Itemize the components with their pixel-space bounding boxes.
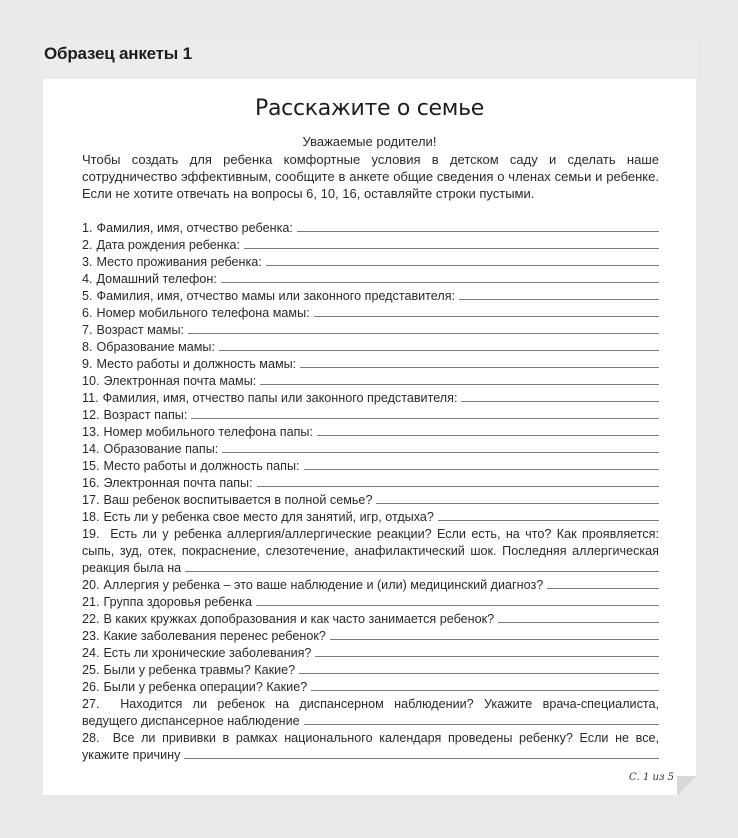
question-label: Номер мобильного телефона мамы:	[96, 306, 310, 320]
question-number: 7.	[82, 323, 93, 337]
answer-line-1[interactable]	[297, 220, 659, 232]
answer-line-23[interactable]	[330, 628, 659, 640]
question-label: Место проживания ребенка:	[96, 255, 262, 269]
question-label: Электронная почта папы:	[103, 476, 253, 490]
question-11	[82, 390, 659, 407]
answer-line-4[interactable]	[221, 271, 659, 283]
answer-line-3[interactable]	[266, 254, 659, 266]
answer-line-27[interactable]	[304, 713, 659, 725]
answer-line-15[interactable]	[304, 458, 659, 470]
question-27	[82, 696, 659, 730]
question-2	[82, 237, 659, 254]
question-number: 11.	[82, 391, 99, 405]
answer-line-18[interactable]	[438, 509, 659, 521]
question-label: Были у ребенка операции? Какие?	[103, 680, 308, 694]
question-label: Ваш ребенок воспитывается в полной семье?	[103, 493, 373, 507]
document-title: Расскажите о семье	[255, 96, 484, 121]
question-18	[82, 509, 659, 526]
answer-line-2[interactable]	[244, 237, 659, 249]
question-14	[82, 441, 659, 458]
question-number: 12.	[82, 408, 100, 422]
answer-line-9[interactable]	[300, 356, 659, 368]
question-label: Есть ли у ребенка свое место для занятий, игр, отдыха?	[103, 510, 434, 524]
question-number: 4.	[82, 272, 93, 286]
question-label: реакция была на	[82, 561, 182, 575]
question-number: 2.	[82, 238, 93, 252]
section-header	[40, 40, 697, 79]
answer-line-17[interactable]	[376, 492, 659, 504]
question-number: 19.	[82, 527, 100, 541]
question-lead	[82, 696, 659, 713]
question-label: Дата рождения ребенка:	[96, 238, 241, 252]
question-label: Место работы и должность мамы:	[96, 357, 297, 371]
answer-line-6[interactable]	[314, 305, 659, 317]
folded-corner	[677, 776, 697, 796]
question-label: укажите причину	[82, 748, 181, 762]
answer-line-13[interactable]	[317, 424, 659, 436]
question-label: Домашний телефон:	[96, 272, 217, 286]
question-number: 27.	[82, 697, 100, 711]
question-number: 23.	[82, 629, 100, 643]
question-number: 22.	[82, 612, 100, 626]
question-label: Возраст мамы:	[96, 323, 184, 337]
question-25	[82, 662, 659, 679]
question-label: Образование папы:	[103, 442, 219, 456]
question-label: Фамилия, имя, отчество ребенка:	[96, 221, 293, 235]
question-number: 15.	[82, 459, 100, 473]
question-20	[82, 577, 659, 594]
answer-line-8[interactable]	[219, 339, 659, 351]
question-number: 24.	[82, 646, 100, 660]
question-text: Все ли прививки в рамках национального календаря проведены ребенку? Если не все,	[112, 731, 659, 745]
question-lead	[82, 526, 659, 560]
questionnaire-page	[43, 79, 696, 795]
question-number: 8.	[82, 340, 93, 354]
answer-line-21[interactable]	[256, 594, 659, 606]
question-label: В каких кружках допобразования и как часто занимается ребенок?	[103, 612, 495, 626]
question-label: Были у ребенка травмы? Какие?	[103, 663, 296, 677]
question-label: Электронная почта мамы:	[103, 374, 257, 388]
question-number: 9.	[82, 357, 93, 371]
question-21	[82, 594, 659, 611]
question-label: Есть ли хронические заболевания?	[103, 646, 312, 660]
question-label: Фамилия, имя, отчество мамы или законного представителя:	[96, 289, 456, 303]
question-4	[82, 271, 659, 288]
question-22	[82, 611, 659, 628]
answer-line-24[interactable]	[315, 645, 659, 657]
question-label: Фамилия, имя, отчество папы или законного представителя:	[102, 391, 458, 405]
question-number: 25.	[82, 663, 100, 677]
answer-line-12[interactable]	[191, 407, 659, 419]
question-number: 20.	[82, 578, 100, 592]
answer-line-14[interactable]	[222, 441, 659, 453]
answer-line-26[interactable]	[311, 679, 659, 691]
question-label: Группа здоровья ребенка	[103, 595, 253, 609]
question-number: 3.	[82, 255, 93, 269]
question-label: Возраст папы:	[103, 408, 188, 422]
question-number: 1.	[82, 221, 93, 235]
intro-paragraph: Чтобы создать для ребенка комфортные условия в детском саду и сделать наше сотрудничество эффективным, сообщите в анкете общие сведения о членах семьи и ребенке. Если не хотите отвечать на вопросы 6, 10, 16, оставляйте строки пустыми.	[82, 152, 659, 201]
page-number: С. 1 из 5	[629, 772, 674, 783]
question-7	[82, 322, 659, 339]
question-label: Аллергия у ребенка – это ваше наблюдение и (или) медицинский диагноз?	[103, 578, 544, 592]
greeting: Уважаемые родители!	[302, 134, 437, 149]
answer-line-5[interactable]	[459, 288, 659, 300]
question-number: 13.	[82, 425, 100, 439]
question-8	[82, 339, 659, 356]
question-label: Какие заболевания перенес ребенок?	[103, 629, 326, 643]
question-number: 21.	[82, 595, 100, 609]
question-label: ведущего диспансерное наблюдение	[82, 714, 300, 728]
question-23	[82, 628, 659, 645]
question-text: Есть ли у ребенка аллергия/аллергические реакции? Если есть, на что? Как проявляется: сыпь, зуд, отек, покраснение, слезотечение, анафилактический шок. Последняя аллергическая	[82, 527, 660, 558]
question-28	[82, 730, 659, 764]
question-label: Место работы и должность папы:	[103, 459, 300, 473]
question-number: 26.	[82, 680, 100, 694]
question-10	[82, 373, 659, 390]
question-number: 14.	[82, 442, 100, 456]
answer-line-28[interactable]	[184, 747, 659, 759]
question-15	[82, 458, 659, 475]
question-text: Находится ли ребенок на диспансерном наблюдении? Укажите врача-специалиста,	[120, 697, 660, 711]
question-lead	[82, 730, 659, 747]
question-number: 6.	[82, 306, 93, 320]
answer-line-22[interactable]	[498, 611, 659, 623]
question-number: 17.	[82, 493, 100, 507]
question-label: Номер мобильного телефона папы:	[103, 425, 313, 439]
question-number: 10.	[82, 374, 100, 388]
answer-line-16[interactable]	[257, 475, 659, 487]
answer-line-19[interactable]	[185, 560, 659, 572]
question-19	[82, 526, 659, 577]
question-26	[82, 679, 659, 696]
question-17	[82, 492, 659, 509]
answer-line-20[interactable]	[547, 577, 659, 589]
question-list	[82, 220, 659, 764]
question-9	[82, 356, 659, 373]
question-1	[82, 220, 659, 237]
question-24	[82, 645, 659, 662]
question-number: 5.	[82, 289, 93, 303]
answer-line-7[interactable]	[188, 322, 659, 334]
question-number: 18.	[82, 510, 100, 524]
question-number: 28.	[82, 731, 100, 745]
question-3	[82, 254, 659, 271]
section-title: Образец анкеты 1	[44, 44, 192, 63]
question-12	[82, 407, 659, 424]
question-number: 16.	[82, 476, 100, 490]
question-label: Образование мамы:	[96, 340, 215, 354]
answer-line-11[interactable]	[461, 390, 659, 402]
question-16	[82, 475, 659, 492]
question-5	[82, 288, 659, 305]
answer-line-25[interactable]	[299, 662, 659, 674]
answer-line-10[interactable]	[260, 373, 659, 385]
question-6	[82, 305, 659, 322]
question-13	[82, 424, 659, 441]
